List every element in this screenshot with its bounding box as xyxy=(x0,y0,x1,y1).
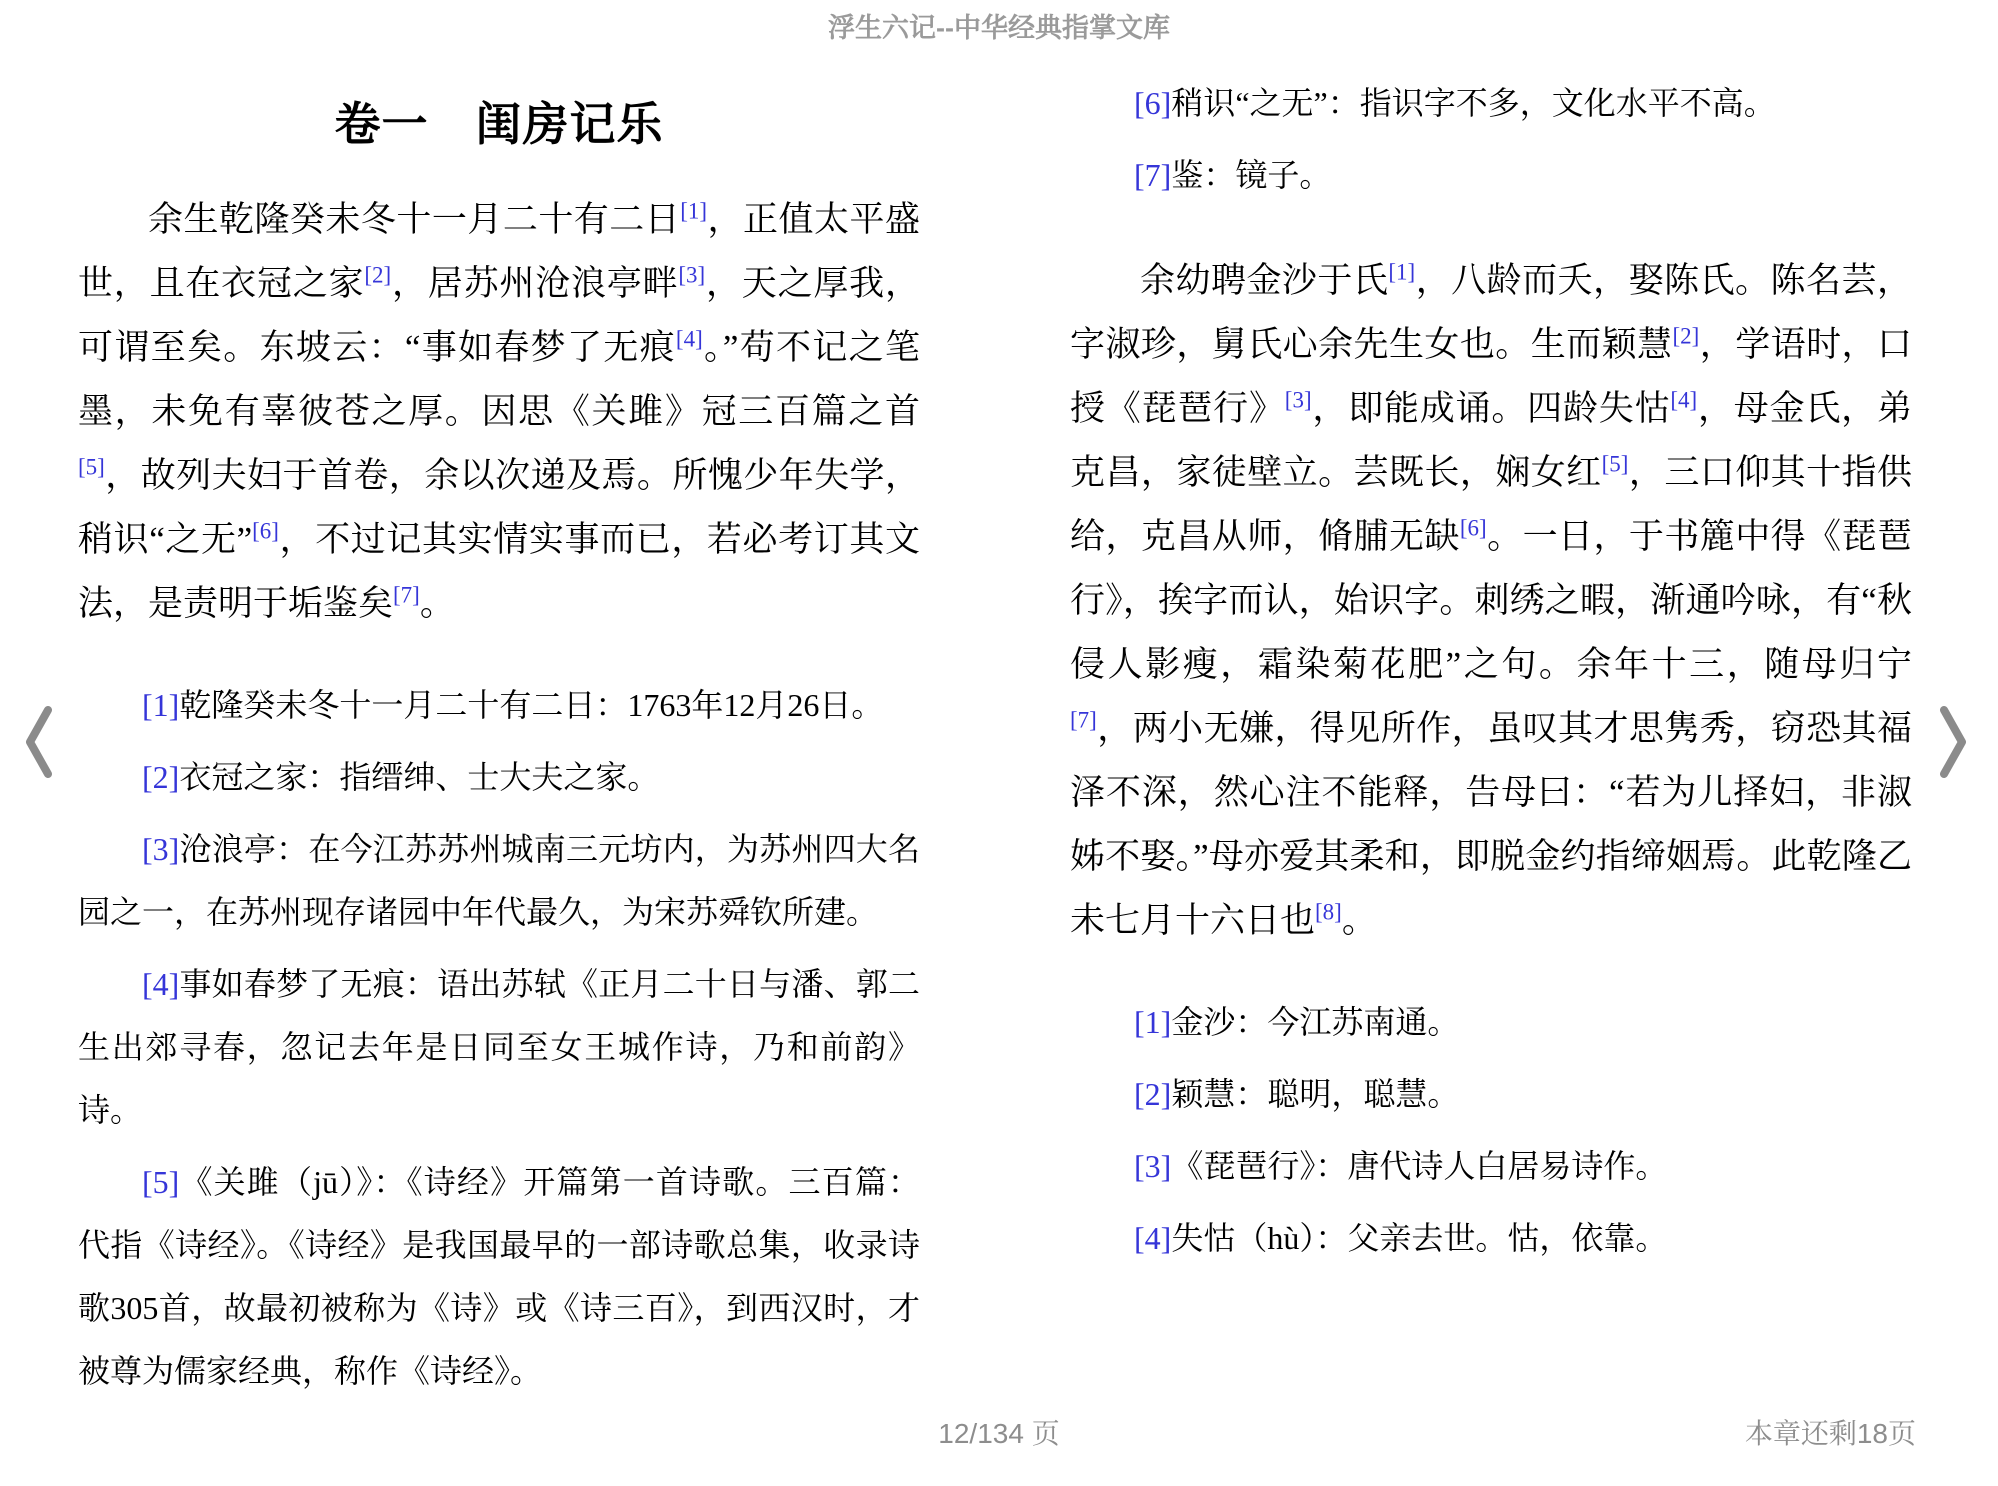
body-paragraph xyxy=(78,188,920,636)
text-run: ，居苏州沧浪亭畔 xyxy=(391,264,679,303)
footnote-marker[interactable]: [2] xyxy=(142,759,180,795)
footnote-ref[interactable]: [5] xyxy=(78,454,105,480)
footnote-ref[interactable]: [5] xyxy=(1601,451,1629,477)
footnotes-continued xyxy=(1070,72,1912,207)
right-column xyxy=(1070,62,1912,1270)
footnote xyxy=(1070,1063,1912,1126)
page-indicator: 12/134 页 xyxy=(938,1418,1060,1449)
footnote-ref[interactable]: [2] xyxy=(1672,323,1700,349)
footnote-text: 稍识“之无”：指识字不多，文化水平不高。 xyxy=(1171,85,1776,121)
footnote-marker[interactable]: [5] xyxy=(142,1164,180,1200)
text-run: ，三口仰其十指供给，克昌从师，脩脯无缺 xyxy=(1070,453,1912,556)
footnote-ref[interactable]: [7] xyxy=(393,582,420,608)
footnote xyxy=(78,953,920,1142)
footnotes-right xyxy=(1070,991,1912,1270)
footnote-text: 事如春梦了无痕：语出苏轼《正月二十日与潘、郭二生出郊寻春，忽记去年是日同至女王城作诗，乃和前韵》诗。 xyxy=(78,966,920,1128)
text-run: 。 xyxy=(419,584,455,623)
footnote xyxy=(1070,1135,1912,1198)
footnote xyxy=(78,674,920,737)
footnote-ref[interactable]: [6] xyxy=(252,518,279,544)
chapter-remaining-label: 本章还剩18页 xyxy=(1744,1418,1916,1449)
footnote-text: 沧浪亭：在今江苏苏州城南三元坊内，为苏州四大名园之一，在苏州现存诸园中年代最久，为宋苏舜钦所建。 xyxy=(78,831,920,930)
footnote-ref[interactable]: [2] xyxy=(364,262,392,288)
body-text-right xyxy=(1070,249,1912,953)
text-run: ，八龄而夭，娶陈氏。陈名芸，字淑珍，舅氏心余先生女也。生而颖慧 xyxy=(1070,261,1912,364)
text-run: ，天之厚我，可谓至矣。东坡云：“事如春梦了无痕 xyxy=(78,264,920,367)
footnote xyxy=(78,1151,920,1403)
next-page-button[interactable] xyxy=(1932,700,1976,786)
text-run: ，母金氏，弟克昌，家徒壁立。芸既长，娴女红 xyxy=(1070,389,1912,492)
chevron-left-icon xyxy=(21,703,55,784)
footnote xyxy=(78,818,920,944)
footnote xyxy=(1070,991,1912,1054)
text-run: 。一日，于书簏中得《琵琶行》，挨字而认，始识字。刺绣之暇，渐通吟咏，有“秋侵人影瘦，霜染菊花肥”之句。余年十三，随母归宁 xyxy=(1070,517,1912,684)
footnote-marker[interactable]: [4] xyxy=(142,966,180,1002)
text-run: 。 xyxy=(1341,901,1377,940)
footnote-marker[interactable]: [7] xyxy=(1134,157,1172,193)
footnote-ref[interactable]: [3] xyxy=(678,262,706,288)
text-run: ，不过记其实情实事而已，若必考订其文法，是责明于垢鉴矣 xyxy=(78,520,920,623)
footnote-text: 鉴：镜子。 xyxy=(1171,157,1332,193)
prev-page-button[interactable] xyxy=(16,700,60,786)
chevron-right-icon xyxy=(1937,703,1971,784)
footnote xyxy=(78,746,920,809)
text-run: 。”苟不记之笔墨，未免有辜彼苍之厚。因思《关雎》冠三百篇之首 xyxy=(78,328,920,431)
footnote-ref[interactable]: [1] xyxy=(680,198,708,224)
footnote-text: 衣冠之家：指缙绅、士大夫之家。 xyxy=(179,759,660,795)
text-run: ，正值太平盛世，且在衣冠之家 xyxy=(78,200,920,303)
book-header xyxy=(0,6,1998,45)
text-run: ，学语时，口授《琵琶行》 xyxy=(1070,325,1912,428)
footnote-marker[interactable]: [6] xyxy=(1134,85,1172,121)
footnote-marker[interactable]: [1] xyxy=(1134,1004,1172,1040)
text-run: 余幼聘金沙于氏 xyxy=(1140,261,1389,300)
text-run: ，故列夫妇于首卷，余以次递及焉。所愧少年失学，稍识“之无” xyxy=(78,456,920,559)
footnote-text: 乾隆癸未冬十一月二十有二日：1763年12月26日。 xyxy=(179,687,884,723)
footnote xyxy=(1070,144,1912,207)
footnote xyxy=(1070,1207,1912,1270)
body-text-left xyxy=(78,188,920,636)
footnote xyxy=(1070,72,1912,135)
footnote-marker[interactable]: [1] xyxy=(142,687,180,723)
footnote-ref[interactable]: [8] xyxy=(1315,899,1342,925)
footnotes-left xyxy=(78,674,920,1403)
footnote-marker[interactable]: [3] xyxy=(1134,1148,1172,1184)
footnote-text: 《关雎（jū）》：《诗经》开篇第一首诗歌。三百篇：代指《诗经》。《诗经》是我国最早的一部诗歌总集，收录诗歌305首，故最初被称为《诗》或《诗三百》，到西汉时，才被尊为儒家经典，称作《诗经》。 xyxy=(78,1164,920,1389)
text-run: ，两小无嫌，得见所作，虽叹其才思隽秀，窃恐其福泽不深，然心注不能释，告母曰：“若为儿择妇，非淑姊不娶。”母亦爱其柔和，即脱金约指缔姻焉。此乾隆乙未七月十六日也 xyxy=(1070,709,1912,940)
footnote-text: 《琵琶行》：唐代诗人白居易诗作。 xyxy=(1171,1148,1668,1184)
text-run: ，即能成诵。四龄失怙 xyxy=(1311,389,1671,428)
footnote-ref[interactable]: [4] xyxy=(675,326,703,352)
footnote-ref[interactable]: [7] xyxy=(1070,707,1097,733)
chapter-title: 卷一 闺房记乐 xyxy=(334,99,664,150)
footnote-ref[interactable]: [1] xyxy=(1388,259,1416,285)
footnote-ref[interactable]: [3] xyxy=(1284,387,1312,413)
footnote-ref[interactable]: [4] xyxy=(1670,387,1698,413)
footnote-text: 金沙：今江苏南通。 xyxy=(1171,1004,1460,1040)
page-columns xyxy=(78,62,1912,1403)
footnote-text: 失怙（hù）：父亲去世。怙，依靠。 xyxy=(1171,1220,1668,1256)
footnote-marker[interactable]: [3] xyxy=(142,831,180,867)
footnote-text: 颖慧：聪明，聪慧。 xyxy=(1171,1076,1460,1112)
footnote-marker[interactable]: [4] xyxy=(1134,1220,1172,1256)
footnote-marker[interactable]: [2] xyxy=(1134,1076,1172,1112)
left-column xyxy=(78,62,920,1403)
text-run: 余生乾隆癸未冬十一月二十有二日 xyxy=(148,200,681,239)
book-header-title: 浮生六记--中华经典指掌文库 xyxy=(828,13,1170,43)
page-footer xyxy=(0,1412,1998,1452)
body-paragraph xyxy=(1070,249,1912,953)
footnote-ref[interactable]: [6] xyxy=(1459,515,1487,541)
